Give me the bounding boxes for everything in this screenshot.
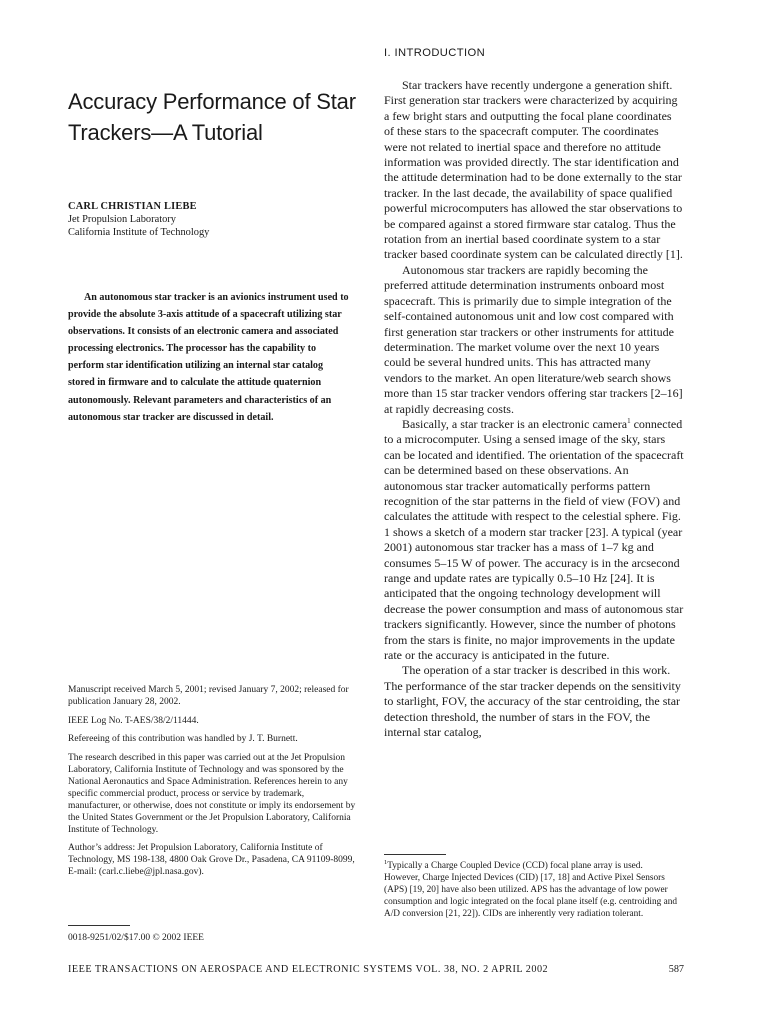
received-dates: Manuscript received March 5, 2001; revised January 7, 2002; released for publication January 28, 2002. [68,685,349,707]
author-block [68,200,368,239]
abstract: An autonomous star tracker is an avionics instrument used to provide the absolute 3-axis attitude of a spacecraft utilizing star observations. It consists of an electronic camera and associated processing electronics. The processor has the capability to perform star identification utilizing an internal star catalog stored in firmware and to calculate the attitude quaternion autonomously. Relevant parameters and characteristics of an autonomous star tracker are discussed in detail. [68,292,349,423]
author-institution: California Institute of Technology [68,227,210,238]
paragraph-text: connected to a microcomputer. Using a sensed image of the sky, stars can be located and identified. The orientation of the spacecraft can be determined based on these observations. An autonomous star tracker automatically performs pattern recognition of the star patterns in the field of view (FOV) and calculates the attitude with respect to the celestial sphere. Fig. 1 shows a sketch of a modern star tracker [23]. A typical (year 2001) autonomous star tracker has a mass of 1–7 kg and consumes 5–15 W of power. The accuracy is in the arcsecond range and update rates are typically 0.5–10 Hz [24]. It is anticipated that the ongoing technology development will decrease the power consumption and mass of autonomous star trackers significantly. However, since the number of photons from the stars is finite, no major improvements in the update rate or the accuracy is anticipated in the future. [384,416,684,663]
journal-footer: IEEE TRANSACTIONS ON AEROSPACE AND ELECTRONIC SYSTEMS VOL. 38, NO. 2 APRIL 2002 [68,964,549,975]
paragraph: Star trackers have recently undergone a generation shift. First generation star trackers were characterized by acquiring a few bright stars and outputting the focal plane coordinates of these stars to the spacecraft computer. The coordinates were not related to inertial space and therefore no attitude information was provided directly. The star identification and the attitude determination had to be done externally to the star tracker. In the last decade, the availability of space qualified powerful microcomputers has allowed the star observations to be compared against a stored firmware star catalog. Thus the rotation from an inertial based coordinate system to a star tracker based coordinate system can be calculated directly [1]. [384,78,683,262]
section-heading: I. INTRODUCTION [384,47,486,59]
footnote-ref: 1 [627,416,631,425]
refereeing-note: Refereeing of this contribution was handled by J. T. Burnett. [68,734,298,744]
body-text [384,78,684,740]
research-note: The research described in this paper was carried out at the Jet Propulsion Laboratory, California Institute of Technology and was sponsored by the National Aeronautics and Space Administration. References herein to any specific commercial product, process or service by trademark, manufacturer, or otherwise, does not constitute or imply its endorsement by the United States Government or the Jet Propulsion Laboratory, California Institute of Technology. [68,752,356,835]
paragraph [384,417,684,664]
ieee-log: IEEE Log No. T-AES/38/2/11444. [68,715,199,726]
paragraph: Autonomous star trackers are rapidly becoming the preferred attitude determination instruments onboard most spacecraft. This is primarily due to simple integration of the self-contained autonomous unit and low cost compared with first generation star trackers or other instruments for attitude determination. The market volume over the next 10 years could be several hundred units. This has attracted many vendors to the market. An open literature/web search shows more than 15 star tracker vendors offering star trackers [2–16] at rapidly decreasing costs. [384,262,683,416]
issn-divider [68,925,130,926]
author-name: CARL CHRISTIAN LIEBE [68,201,197,212]
page-number: 587 [668,964,684,975]
footnote-text: Typically a Charge Coupled Device (CCD) focal plane array is used. However, Charge Injected Devices (CID) [17, 18] and Active Pixel Sensors (APS) [19, 20] have also been utilized. APS has the advantage of low power consumption and logic integrated on the focal plane itself (e.g. centroiding and A/D conversion [21, 22]). CIDs are inherently very radiation tolerant. [384,861,678,919]
footnote-divider [384,854,446,855]
issn-line: 0018-9251/02/$17.00 © 2002 IEEE [68,933,204,943]
paragraph: The operation of a star tracker is described in this work. The performance of the star tracker depends on the sensitivity to starlight, FOV, the accuracy of the star centroiding, the star detection threshold, the number of stars in the FOV, the internal star catalog, [384,663,681,740]
paragraph-text: Basically, a star tracker is an electronic camera [402,416,628,431]
paper-title: Accuracy Performance of Star Trackers—A Tutorial [68,89,356,145]
manuscript-notes [68,684,358,885]
footnote [384,860,680,920]
footnote-mark: 1 [384,858,388,866]
author-affiliation: Jet Propulsion Laboratory [68,214,176,225]
author-address: Author’s address: Jet Propulsion Laboratory, California Institute of Technology, MS 198-138, 4800 Oak Grove Dr., Pasadena, CA 91109-8099, E-mail: (carl.c.liebe@jpl.nasa.gov). [68,843,355,877]
